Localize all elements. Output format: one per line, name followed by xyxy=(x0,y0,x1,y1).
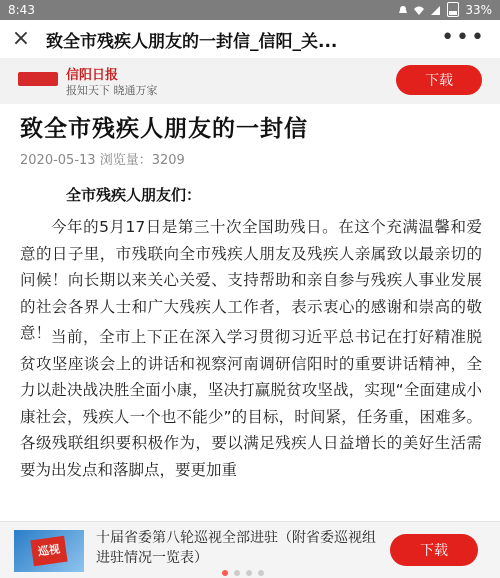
close-icon[interactable]: × xyxy=(11,26,31,51)
views-count: 3209 xyxy=(151,153,185,168)
article-greeting: 全市残疾人朋友们： xyxy=(66,186,202,204)
status-time: 8:43 xyxy=(8,3,35,17)
wifi-icon xyxy=(413,5,425,15)
article-paragraph: 当前，全市上下正在深入学习贯彻习近平总书记在打好精准脱贫攻坚座谈会上的讲话和视察河南调研信阳时的重要讲话精神，全力以赴决战决胜全面小康，坚决打赢脱贫攻坚战，实现“全面建成小康社会，残疾人一个也不能少”的目标，时间紧，任务重，困难多。各级残联组织要积极作为，要以满足残疾人日益增长的美好生活需要为出发点和落脚点，要更加重 xyxy=(20,328,482,479)
news-thumbnail[interactable] xyxy=(14,530,84,572)
recommended-news-title[interactable]: 十届省委第八轮巡视全部进驻（附省委巡视组进驻情况一览表） xyxy=(96,530,376,566)
top-navigation xyxy=(0,20,500,58)
download-button-bottom[interactable]: 下载 xyxy=(390,534,478,566)
carousel-dots xyxy=(222,570,264,576)
carousel-dot xyxy=(246,570,252,576)
battery-level: 33% xyxy=(465,2,492,17)
carousel-dot xyxy=(234,570,240,576)
app-promo-banner[interactable] xyxy=(0,58,500,104)
brand-logo xyxy=(18,72,58,86)
brand-slogan: 报知天下 晓通万家 xyxy=(66,84,158,97)
brand-name: 信阳日报 xyxy=(66,68,119,83)
status-right xyxy=(397,2,492,17)
carousel-dot xyxy=(222,570,228,576)
more-options-icon[interactable]: ••• xyxy=(441,25,486,50)
status-bar xyxy=(0,0,500,20)
article-meta xyxy=(20,149,185,168)
bell-icon xyxy=(397,5,409,15)
download-button[interactable]: 下载 xyxy=(396,65,482,95)
status-icons xyxy=(397,5,441,15)
page-title: 致全市残疾人朋友的一封信_信阳_关... xyxy=(46,32,338,52)
carousel-dot xyxy=(258,570,264,576)
views-label: 浏览量： xyxy=(99,153,152,168)
bottom-recommendation-bar[interactable] xyxy=(0,521,500,578)
article-title: 致全市残疾人朋友的一封信 xyxy=(20,116,308,142)
thumbnail-badge: 巡视 xyxy=(30,536,67,566)
article-date: 2020-05-13 xyxy=(20,153,96,168)
signal-icon xyxy=(429,5,441,15)
article-paragraph: 今年的5月17日是第三十次全国助残日。在这个充满温馨和爱意的日子里，市残联向全市残疾人朋友及残疾人亲属致以最亲切的问候！向长期以来关心关爱、支持帮助和亲自参与残疾人事业发展的社会各界人士和广大残疾人工作者，表示衷心的感谢和崇高的敬意！ xyxy=(20,218,482,342)
battery-icon xyxy=(447,2,459,17)
